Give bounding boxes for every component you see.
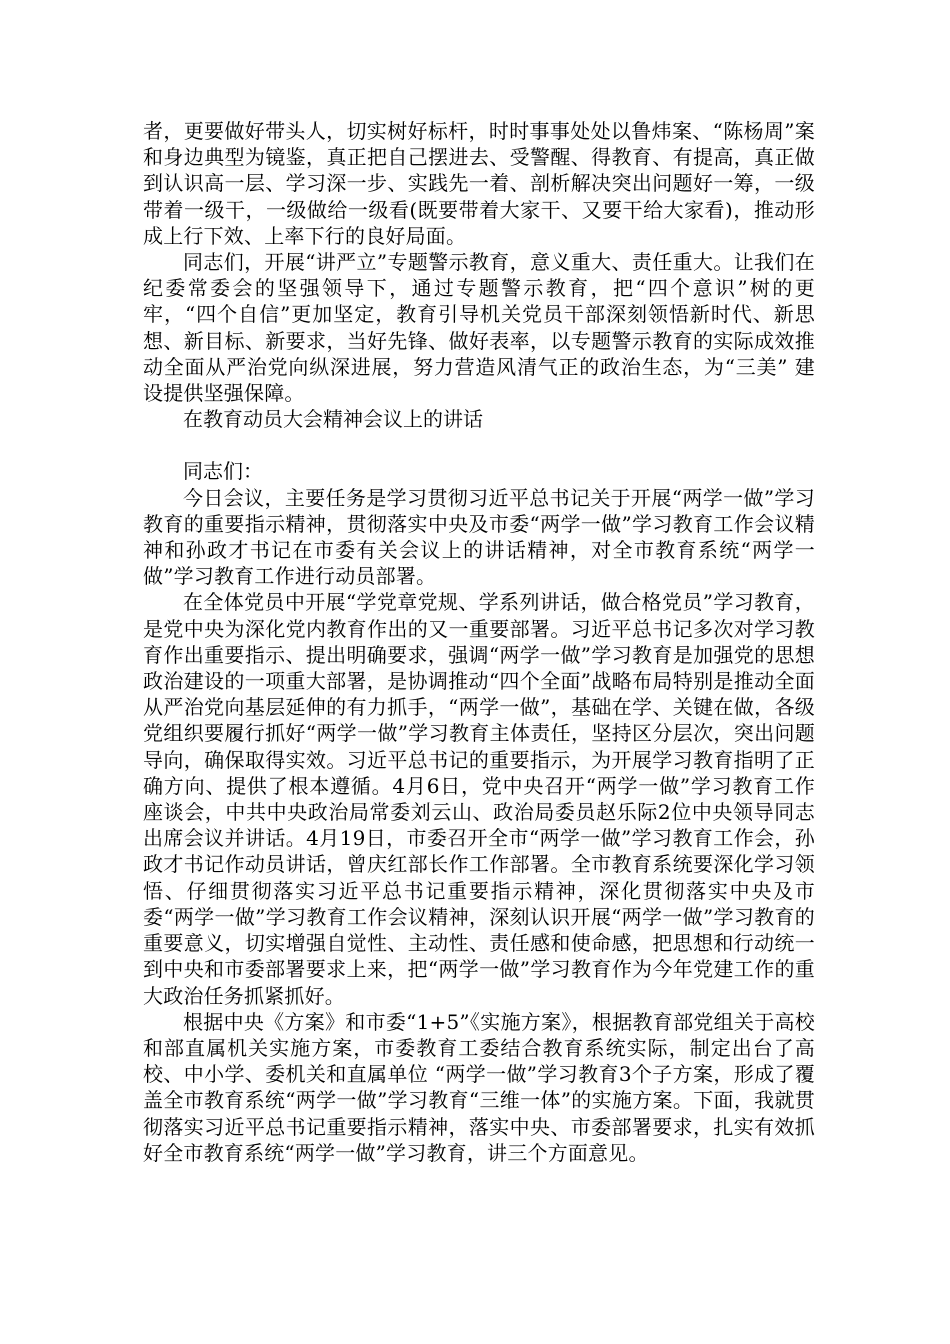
salutation: 同志们： xyxy=(183,459,263,484)
paragraph-closing-remarks: 同志们，开展“讲严立”专题警示教育，意义重大、责任重大。让我们在纪委常委会的坚强领导下，通过专题警示教育，把“四个意识”树的更牢，“四个自信”更加坚定，教育引导机关党员干部深刻领悟新时代、新思想、新目标、新要求，当好先锋、做好表率，以专题警示教育的实际成效推动全面从严治党向纵深进展，努力营造风清气正的政治生态，为“三美” 建设提供坚强保障。 xyxy=(143,250,815,406)
speech-title: 在教育动员大会精神会议上的讲话 xyxy=(183,407,483,432)
document-page xyxy=(143,118,815,1166)
blank-line xyxy=(143,432,815,458)
paragraph-significance: 在全体党员中开展“学党章党规、学系列讲话，做合格党员”学习教育，是党中央为深化党内教育作出的又一重要部署。习近平总书记多次对学习教育作出重要指示、提出明确要求，强调“两学一做”学习教育是加强党的思想政治建设的一项重大部署，是协调推动“四个全面”战略布局特别是推动全面从严治党向基层延伸的有力抓手，“两学一做”，基础在学、关键在做，各级党组织要履行抓好“两学一做”学习教育主体责任，坚持区分层次，突出问题导向，确保取得实效。习近平总书记的重要指示，为开展学习教育指明了正确方向、提供了根本遵循。4月6日，党中央召开“两学一做”学习教育工作座谈会，中共中央政治局常委刘云山、政治局委员赵乐际2位中央领导同志出席会议并讲话。4月19日，市委召开全市“两学一做”学习教育工作会，孙政才书记作动员讲话，曾庆红部长作工作部署。全市教育系统要深化学习领悟、仔细贯彻落实习近平总书记重要指示精神，深化贯彻落实中央及市委“两学一做”学习教育工作会议精神，深刻认识开展“两学一做”学习教育的重要意义，切实增强自觉性、主动性、责任感和使命感，把思想和行动统一到中央和市委部署要求上来，把“两学一做”学习教育作为今年党建工作的重大政治任务抓紧抓好。 xyxy=(143,590,815,1008)
paragraph-continuation: 者，更要做好带头人，切实树好标杆，时时事事处处以鲁炜案、“陈杨周”案和身边典型为镜鉴，真正把自己摆进去、受警醒、得教育、有提高，真正做到认识高一层、学习深一步、实践先一着、剖析解决突出问题好一筹，一级带着一级干，一级做给一级看(既要带着大家干、又要干给大家看)，推动形成上行下效、上率下行的良好局面。 xyxy=(143,119,815,248)
paragraph-implementation-plan: 根据中央《方案》和市委“1+5”《实施方案》，根据教育部党组关于高校和部直属机关实施方案，市委教育工委结合教育系统实际，制定出台了高校、中小学、委机关和直属单位 “两学一做”学习教育3个子方案，形成了覆盖全市教育系统“两学一做”学习教育“三维一体”的实施方案。下面，我就贯彻落实习近平总书记重要指示精神，落实中央、市委部署要求，扎实有效抓好全市教育系统“两学一做”学习教育，讲三个方面意见。 xyxy=(143,1009,815,1165)
paragraph-meeting-tasks: 今日会议，主要任务是学习贯彻习近平总书记关于开展“两学一做”学习教育的重要指示精神，贯彻落实中央及市委“两学一做”学习教育工作会议精神和孙政才书记在市委有关会议上的讲话精神，对全市教育系统“两学一做”学习教育工作进行动员部署。 xyxy=(143,485,815,589)
